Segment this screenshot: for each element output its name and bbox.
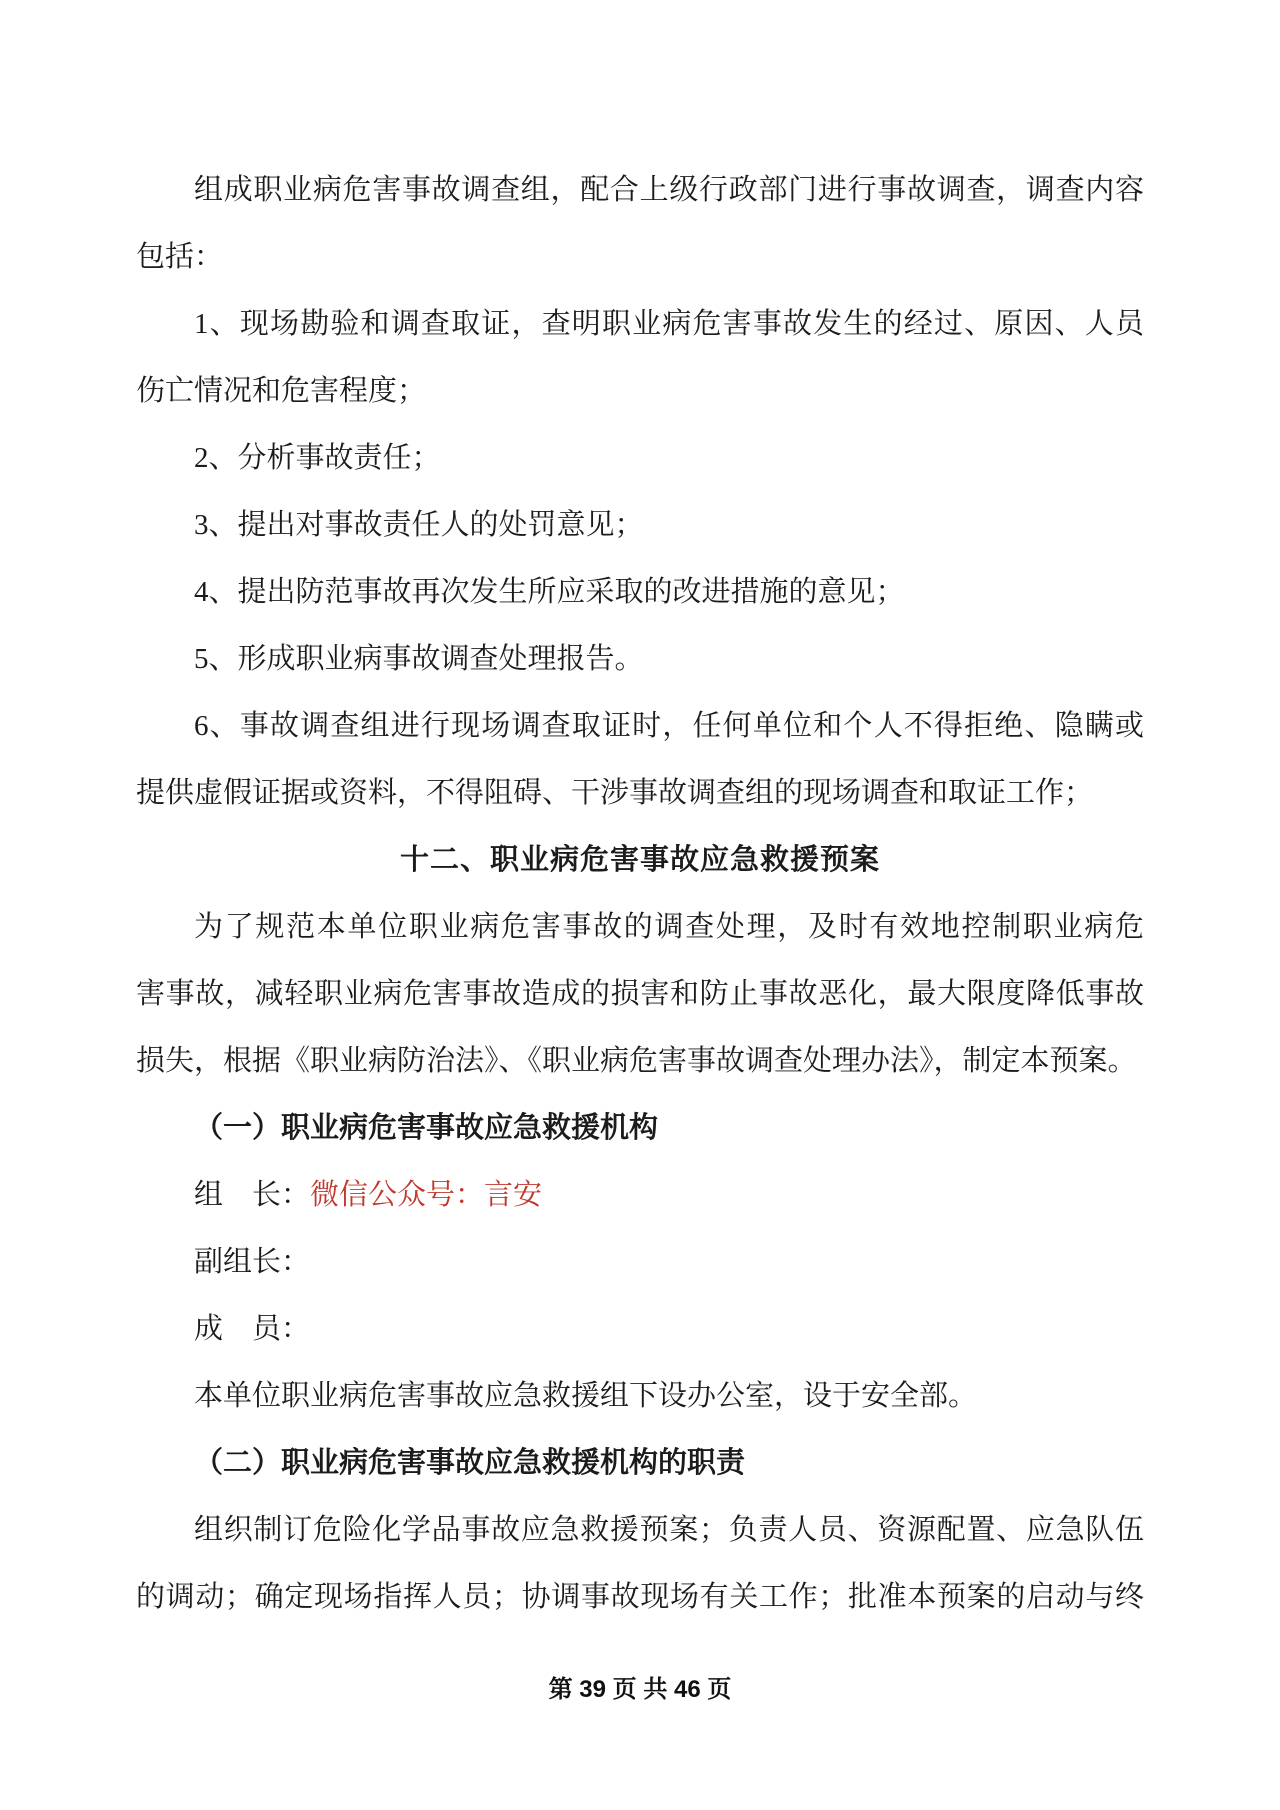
line-text: 3、提出对事故责任人的处罚意见； [194,509,644,541]
line-text: 2、分析事故责任； [194,442,441,474]
line-text: 本单位职业病危害事故应急救援组下设办公室，设于安全部。 [194,1380,978,1412]
chapter-heading [136,827,1144,894]
line-text: （一）职业病危害事故应急救援机构 [194,1112,659,1144]
text-line [136,626,1144,693]
red-highlight-text: 微信公众号：言安 [310,1179,543,1211]
line-text: 6、事故调查组进行现场调查取证时，任何单位和个人不得拒绝、隐瞒或 [194,710,1144,742]
text-line [136,1028,1144,1095]
text-line [136,1296,1144,1363]
section-subheading [136,1095,1144,1162]
text-line [136,760,1144,827]
text-line [136,358,1144,425]
line-text: 为了规范本单位职业病危害事故的调查处理，及时有效地控制职业病危 [194,911,1144,943]
line-text: 5、形成职业病事故调查处理报告。 [194,643,644,675]
line-text: 副组长： [194,1246,311,1278]
line-text: （二）职业病危害事故应急救援机构的职责 [194,1447,746,1479]
section-subheading [136,1430,1144,1497]
text-line [136,157,1144,224]
text-line [136,425,1144,492]
text-line [136,1497,1144,1564]
line-text: 提供虚假证据或资料，不得阻碍、干涉事故调查组的现场调查和取证工作； [136,777,1094,809]
text-line [136,1564,1144,1631]
text-line [136,894,1144,961]
page-number: 第 39 页 共 46 页 [548,1676,732,1703]
text-line [136,224,1144,291]
document-body [136,157,1144,1631]
text-line [136,1162,1144,1229]
line-text: 组织制订危险化学品事故应急救援预案；负责人员、资源配置、应急队伍 [194,1514,1144,1546]
line-text: 十二、职业病危害事故应急救援预案 [399,844,880,876]
text-line [136,291,1144,358]
line-text: 1、现场勘验和调查取证，查明职业病危害事故发生的经过、原因、人员 [194,308,1144,340]
page-footer [0,1674,1280,1706]
line-text: 成 员： [194,1313,311,1345]
text-line [136,1229,1144,1296]
line-text: 组成职业病危害事故调查组，配合上级行政部门进行事故调查，调查内容 [194,174,1144,206]
line-text: 害事故，减轻职业病危害事故造成的损害和防止事故恶化，最大限度降低事故 [136,978,1144,1010]
line-text: 的调动；确定现场指挥人员；协调事故现场有关工作；批准本预案的启动与终 [136,1581,1144,1613]
line-text: 组 长： [194,1179,311,1211]
text-line [136,1363,1144,1430]
text-line [136,492,1144,559]
text-line [136,693,1144,760]
line-text: 4、提出防范事故再次发生所应采取的改进措施的意见； [194,576,905,608]
text-line [136,559,1144,626]
line-text: 伤亡情况和危害程度； [136,375,427,407]
line-text: 包括： [136,241,224,273]
text-line [136,961,1144,1028]
line-text: 损失，根据《职业病防治法》、《职业病危害事故调查处理办法》，制定本预案。 [136,1045,1137,1077]
